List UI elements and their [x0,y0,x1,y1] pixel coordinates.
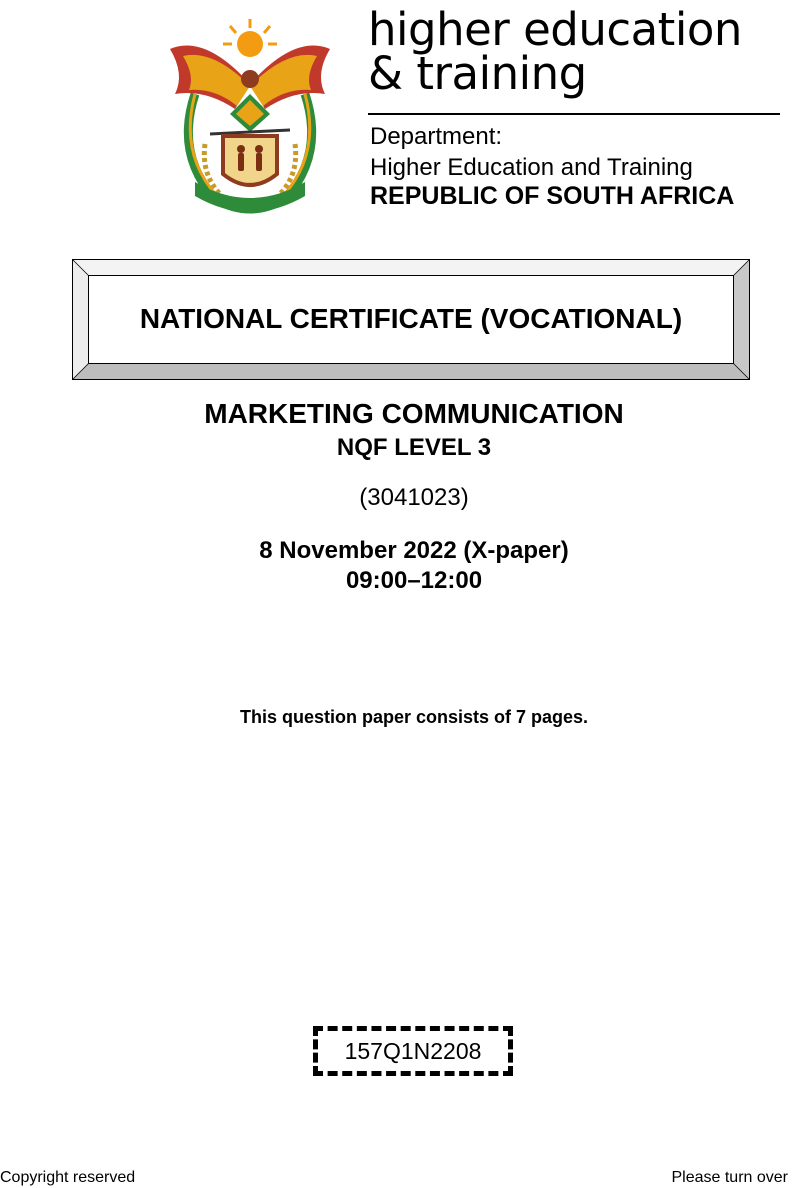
brand-divider [368,113,780,115]
subject-title: MARKETING COMMUNICATION [204,398,624,429]
paper-id-code: 157Q1N2208 [344,1037,482,1064]
department-name: Higher Education and Training [370,154,693,181]
footer-turn-over: Please turn over [671,1169,788,1186]
page-count-note: This question paper consists of 7 pages. [239,707,589,727]
coat-of-arms-icon [165,14,335,220]
footer-copyright: Copyright reserved [0,1169,136,1186]
brand-title [368,3,788,100]
exam-date: 8 November 2022 (X-paper) [259,537,569,564]
certificate-title: NATIONAL CERTIFICATE (VOCATIONAL) [139,303,683,334]
brand-line-2: & training [368,47,587,100]
country-name: REPUBLIC OF SOUTH AFRICA [370,182,735,210]
brand-line-1: higher education [368,3,742,56]
exam-time: 09:00–12:00 [345,567,483,594]
department-label: Department: [370,123,503,150]
paper-id-box [313,1026,513,1076]
paper-code: (3041023) [359,484,469,511]
brand-block [368,3,788,210]
nqf-level: NQF LEVEL 3 [336,434,492,461]
